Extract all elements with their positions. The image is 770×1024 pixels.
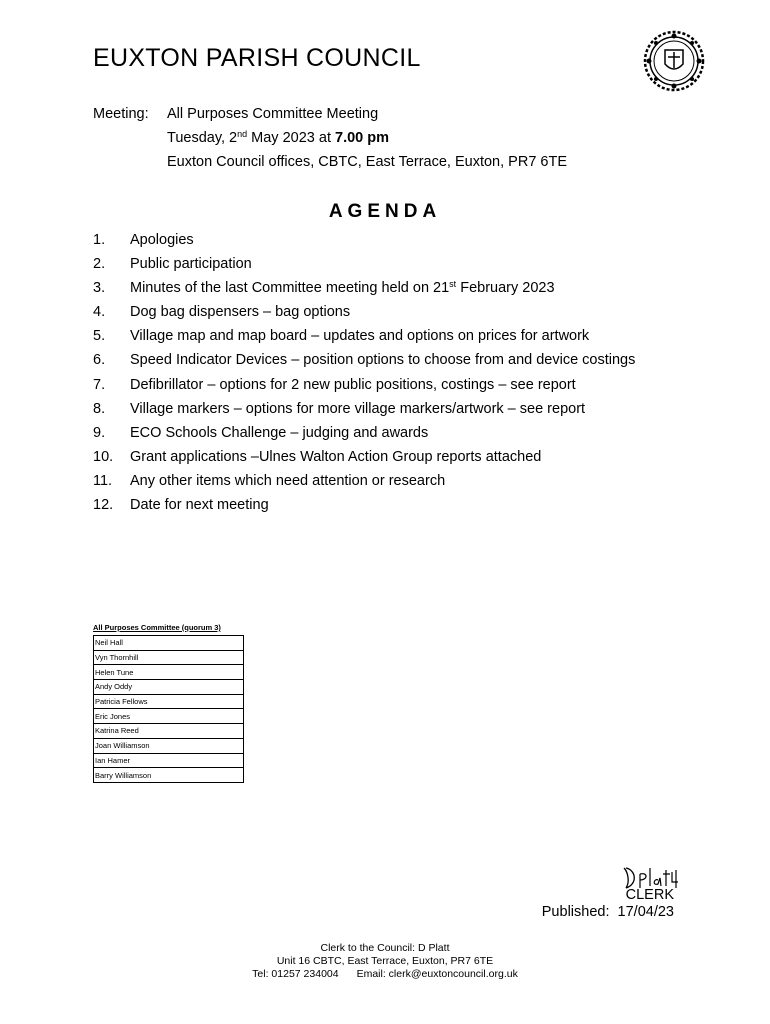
- meeting-time: 7.00 pm: [335, 130, 389, 146]
- agenda-item: [93, 326, 635, 350]
- agenda-item-number: 2.: [93, 256, 106, 273]
- committee-member-name: Barry Williamson: [94, 768, 244, 783]
- committee-member-row: [94, 709, 244, 724]
- agenda-item-text: Dog bag dispensers – bag options: [130, 304, 351, 321]
- meeting-location-row: [93, 152, 567, 176]
- agenda-item-text: ECO Schools Challenge – judging and awards: [130, 424, 429, 441]
- footer-clerk: Clerk to the Council: D Platt: [320, 942, 450, 954]
- agenda-heading: AGENDA: [328, 201, 442, 222]
- agenda-item-number: 1.: [93, 232, 106, 248]
- committee-member-name: Joan Williamson: [94, 738, 244, 753]
- committee-member-row: [94, 636, 244, 651]
- committee-member-name: Eric Jones: [94, 709, 244, 724]
- footer-tel: Tel: 01257 234004: [252, 968, 339, 980]
- committee-member-row: [94, 694, 244, 709]
- committee-member-row: [94, 680, 244, 695]
- agenda-item-text: Speed Indicator Devices – position options to choose from and device costings: [130, 352, 636, 369]
- committee-member-name: Patricia Fellows: [94, 694, 244, 709]
- meeting-label: Meeting:: [93, 106, 149, 122]
- agenda-item-number: 12.: [93, 497, 114, 514]
- agenda-item: [93, 399, 635, 423]
- agenda-item-number: 10.: [93, 448, 114, 465]
- committee-member-name: Vyn Thornhill: [94, 650, 244, 665]
- meeting-details: [93, 104, 567, 176]
- agenda-item-text: Defibrillator – options for 2 new public positions, costings – see report: [130, 376, 576, 393]
- agenda-item-text: Any other items which need attention or research: [130, 472, 446, 489]
- committee-member-row: [94, 738, 244, 753]
- committee-heading: All Purposes Committee (quorum 3): [93, 623, 221, 632]
- agenda-item-text: Village map and map board – updates and options on prices for artwork: [130, 328, 590, 345]
- clerk-role: CLERK: [625, 887, 674, 903]
- published-date: Published: 17/04/23: [541, 904, 674, 920]
- committee-member-name: Ian Hamer: [94, 753, 244, 768]
- agenda-item-number: 8.: [93, 400, 106, 417]
- agenda-item-text: Apologies: [130, 232, 194, 248]
- footer: [0, 942, 770, 981]
- committee-member-row: [94, 753, 244, 768]
- meeting-date: Tuesday, 2nd May 2023 at 7.00 pm: [167, 129, 389, 146]
- agenda-item-number: 6.: [93, 352, 106, 369]
- footer-address: Unit 16 CBTC, East Terrace, Euxton, PR7 6TE: [276, 955, 494, 967]
- agenda-item: [93, 230, 635, 254]
- agenda-item: [93, 302, 635, 326]
- agenda-list: [93, 230, 635, 519]
- meeting-name-row: [93, 104, 567, 128]
- agenda-item: [93, 495, 635, 519]
- committee-member-row: [94, 650, 244, 665]
- committee-table: [93, 620, 244, 783]
- council-title: EUXTON PARISH COUNCIL: [93, 44, 421, 72]
- agenda-item: [93, 423, 635, 447]
- agenda-item-number: 5.: [93, 328, 106, 345]
- agenda-item-number: 11.: [93, 472, 113, 489]
- agenda-item-text: Village markers – options for more village markers/artwork – see report: [130, 400, 586, 417]
- committee-member-name: Andy Oddy: [94, 680, 244, 695]
- meeting-location: Euxton Council offices, CBTC, East Terrace, Euxton, PR7 6TE: [167, 154, 568, 170]
- footer-contact: [0, 968, 770, 981]
- agenda-item-number: 3.: [93, 280, 106, 297]
- parish-crest-icon: [643, 30, 705, 92]
- meeting-name: All Purposes Committee Meeting: [167, 106, 379, 122]
- committee-member-row: [94, 665, 244, 680]
- agenda-item-text: Public participation: [130, 256, 252, 273]
- agenda-item-text: Minutes of the last Committee meeting held on 21st February 2023: [130, 279, 555, 297]
- agenda-item-text: Date for next meeting: [130, 497, 269, 514]
- committee-member-row: [94, 724, 244, 739]
- committee-member-name: Neil Hall: [94, 636, 244, 651]
- committee-member-name: Katrina Reed: [94, 724, 244, 739]
- agenda-item-number: 4.: [93, 304, 106, 321]
- agenda-item: [93, 350, 635, 374]
- meeting-date-row: [93, 128, 567, 152]
- agenda-item-number: 7.: [93, 376, 106, 393]
- committee-member-row: [94, 768, 244, 783]
- agenda-item: [93, 375, 635, 399]
- agenda-item: [93, 278, 635, 302]
- committee-member-name: Helen Tune: [94, 665, 244, 680]
- agenda-item: [93, 254, 635, 278]
- agenda-item-text: Grant applications –Ulnes Walton Action Group reports attached: [130, 448, 542, 465]
- agenda-item: [93, 471, 635, 495]
- agenda-item: [93, 447, 635, 471]
- agenda-item-number: 9.: [93, 424, 106, 441]
- footer-email[interactable]: Email: clerk@euxtoncouncil.org.uk: [356, 968, 518, 980]
